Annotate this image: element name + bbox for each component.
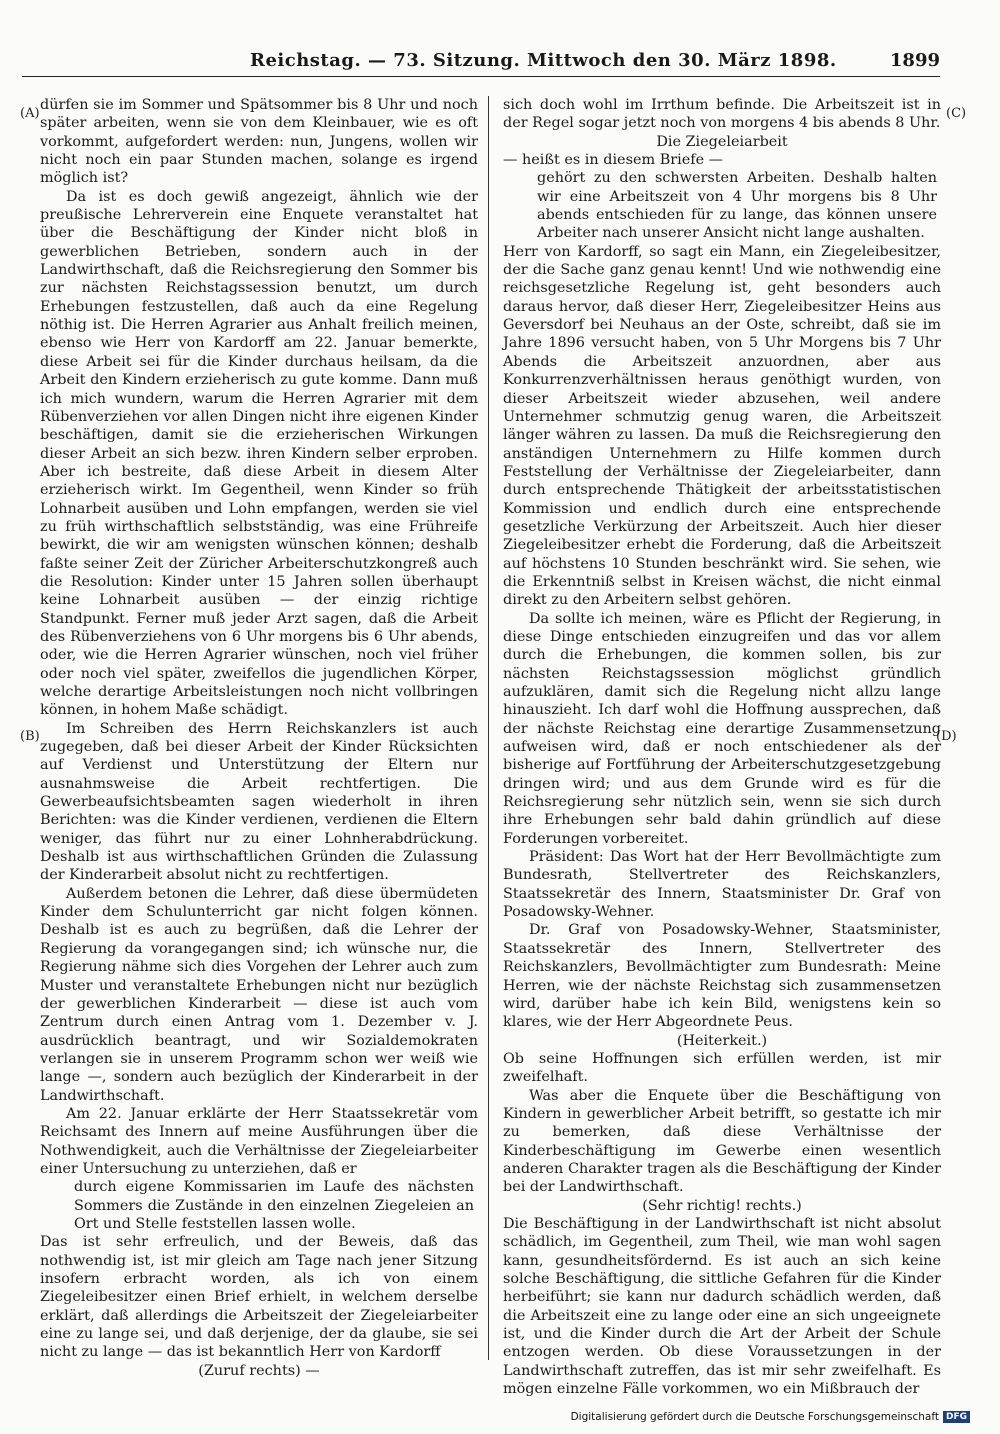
quotation-heading: Die Ziegeleiarbeit <box>656 133 788 150</box>
quotation: gehört zu den schwersten Arbeiten. Deshalb halten wir eine Arbeitszeit von 4 Uhr morgens bis 8 Uhr abends entschieden für zu lange, das können unsere Arbeiter nach unserer Ansicht nicht lange aushalten. <box>537 170 937 242</box>
margin-label-a: (A) <box>20 106 40 121</box>
margin-label-c: (C) <box>946 106 967 121</box>
speaker-paragraph: Präsident: Das Wort hat der Herr Bevollmächtigte zum Bundesrath, Stellvertreter des Reichskanzlers, Staatssekretär des Innern, Staatsminister Dr. Graf von Posadowsky-Wehner. <box>503 849 941 921</box>
left-column <box>40 96 478 1380</box>
speaker-paragraph: Dr. Graf von Posadowsky-Wehner, Staatsminister, Staatssekretär des Innern, Stellvertreter des Reichskanzlers, Bevollmächtigter zum Bundesrath: Meine Herren, wie der nächste Reichstag sich zusammensetzen wird, darüber habe ich kein Bild, wenigstens kein so klares, wie der Herr Abgeordnete Peus. <box>503 922 941 1031</box>
dfg-logo: DFG <box>943 1411 970 1423</box>
paragraph: Da sollte ich meinen, wäre es Pflicht der Regierung, in diese Dinge entschieden einzugreifen und das vor allem durch die Erhebungen, die kommen sollen, bis zur nächsten Reichstagssession möglichst gründlich aufzuklären, damit sich die Regelung nicht allzu lange hinauszieht. Ich darf wohl die Hoffnung aussprechen, daß der nächste Reichstag eine derartige Zusammensetzung aufweisen wird, daß er noch entschiedener als der bisherige auf Fortführung der Arbeiterschutzgesetzgebung dringen wird; und aus dem Grunde wird es für die Reichsregierung sehr nützlich sein, wenn sie sich durch ihre Erhebungen sehr bald dahin gründlich auf diese Forderungen vorbereitet. <box>503 610 941 847</box>
running-title: Reichstag. — 73. Sitzung. Mittwoch den 30. März 1898. <box>250 50 837 71</box>
interjection: (Heiterkeit.) <box>676 1032 768 1049</box>
right-column <box>503 96 941 1398</box>
footer <box>571 1411 970 1423</box>
paragraph: Herr von Kardorff, so sagt ein Mann, ein Ziegeleibesitzer, der die Sache ganz genau kennt! Und wie nothwendig eine reichsgesetzliche Regelung ist, geht besonders auch daraus hervor, daß dieser Herr, Ziegeleibesitzer Heins aus Geversdorf bei Neuhaus an der Oste, schreibt, daß sie im Jahre 1896 versucht haben, von 5 Uhr Morgens bis 7 Uhr Abends die Arbeitszeit anzuordnen, aber aus Konkurrenzverhältnissen heraus genöthigt wurden, von dieser Arbeitszeit wieder abzusehen, weil andere Unternehmer schmutzig genug waren, die Arbeitszeit länger währen zu lassen. Da muß die Reichsregierung den anständigen Unternehmern zu Hilfe kommen durch Feststellung der Verhältnisse der Ziegeleiarbeiter, dann durch entsprechende Thätigkeit der arbeitsstatistischen Kommission und endlich durch eine entsprechende gesetzliche Verkürzung der Arbeitszeit. Auch hier dieser Ziegeleibesitzer erhebt die Forderung, daß die Arbeitszeit auf höchstens 10 Stunden beschränkt wird. Sie sehen, wie die Erkenntniß selbst in Kreisen wächst, die nicht einmal direkt zu den Arbeitern selbst gehören. <box>503 243 941 609</box>
page-header <box>22 50 940 77</box>
paragraph: Am 22. Januar erklärte der Herr Staatssekretär vom Reichsamt des Innern auf meine Ausführungen über die Nothwendigkeit, auch die Verhältnisse der Ziegeleiarbeiter einer Untersuchung zu unterziehen, daß er <box>40 1105 478 1177</box>
paragraph: Die Beschäftigung in der Landwirthschaft ist nicht absolut schädlich, im Gegentheil, zum Theil, wie man wohl sagen kann, gesundheitsfördernd. Es ist auch an sich keine solche Beschäftigung, die sittliche Gefahren für die Kinder herbeiführt; sie kann nur dadurch schädlich werden, daß die Arbeitszeit eine zu lange oder eine an sich ungeeignete ist, und die Kinder durch die Art der Arbeit der Schule entzogen werden. Ob diese Voraussetzungen in der Landwirthschaft zutreffen, das ist mir sehr zweifelhaft. Es mögen einzelne Fälle vorkommen, wo ein Mißbrauch der <box>503 1215 941 1398</box>
quotation: durch eigene Kommissarien im Laufe des nächsten Sommers die Zustände in den einzelnen Ziegeleien an Ort und Stelle feststellen lassen wolle. <box>74 1179 474 1232</box>
paragraph: Im Schreiben des Herrn Reichskanzlers ist auch zugegeben, daß bei dieser Arbeit der Kinder Rücksichten auf Verdienst und Unterstützung der Eltern nur ausnahmsweise die Arbeit rechtfertigen. Die Gewerbeaufsichtsbeamten sagen wiederholt in ihren Berichten: was die Kinder verdienen, verdienen die Eltern weniger, das führt nur zu einer Lohnherabdrückung. Deshalb ist aus wirthschaftlichen Gründen die Zulassung der Kinderarbeit absolut nicht zu rechtfertigen. <box>40 720 478 884</box>
paragraph: Da ist es doch gewiß angezeigt, ähnlich wie der preußische Lehrerverein eine Enquete veranstaltet hat über die Beschäftigung der Kinder nicht bloß in gewerblichen Betrieben, sondern auch in der Landwirthschaft, daß die Reichsregierung den Sommer bis zur nächsten Reichstagssession benutzt, um durch Erhebungen festzustellen, daß auch da eine Regelung nöthig ist. Die Herren Agrarier aus Anhalt freilich meinen, ebenso wie Herr von Kardorff am 22. Januar bemerkte, diese Arbeit sei für die Kinder durchaus heilsam, da die Arbeit den Kindern erzieherisch zu gute komme. Dann muß ich mich wundern, warum die Herren Agrarier mit dem Rübenverziehen vor allen Dingen nicht ihre eigenen Kinder beschäftigen, damit sie die erzieherischen Wirkungen dieser Arbeit an sich bezw. ihren Kindern selber erproben. Aber ich bestreite, daß diese Arbeit in diesem Alter erzieherisch wirkt. Im Gegentheil, wenn Kinder so früh Lohnarbeit ausüben und Lohn empfangen, werden sie viel zu früh wirthschaftlich selbstständig, was eine Frühreife bewirkt, die wir am wenigsten wünschen können; deshalb faßte seiner Zeit der Züricher Arbeiterschutzkongreß auch die Resolution: Kinder unter 15 Jahren sollen überhaupt keine Lohnarbeit ausüben — der einzig richtige Standpunkt. Ferner muß jeder Arzt sagen, daß die Arbeit des Rübenverziehens von 6 Uhr morgens bis 6 Uhr abends, oder, wie die Herren Agrarier wünschen, noch viel früher oder noch viel später, zweifellos die jugendlichen Körper, welche derartige Arbeitsleistungen noch nicht vollbringen können, in hohem Maße schädigt. <box>40 188 478 719</box>
paragraph: sich doch wohl im Irrthum befinde. Die Arbeitszeit ist in der Regel sogar jetzt noch von morgens 4 bis abends 8 Uhr. <box>503 97 941 132</box>
footer-credit: Digitalisierung gefördert durch die Deutsche Forschungsgemeinschaft <box>570 1411 939 1423</box>
paragraph: dürfen sie im Sommer und Spätsommer bis 8 Uhr und noch später arbeiten, wenn sie von dem Kleinbauer, wie es oft vorkommt, aufgefordert werden: nun, Jungens, wollen wir nicht noch ein paar Stunden machen, solange es irgend möglich ist? <box>40 97 478 187</box>
paragraph: Das ist sehr erfreulich, und der Beweis, daß das nothwendig ist, ist mir gleich am Tage nach jener Sitzung insofern erbracht worden, als ich von einem Ziegeleibesitzer einen Brief erhielt, in welchem derselbe erklärt, daß allerdings die Arbeitszeit der Ziegeleiarbeiter eine zu lange sei, und daß derjenige, der da glaube, sie sei nicht zu lange — das ist bekanntlich Herr von Kardorff <box>40 1234 478 1361</box>
interjection: (Sehr richtig! rechts.) <box>642 1197 802 1214</box>
paragraph: Was aber die Enquete über die Beschäftigung von Kindern in gewerblicher Arbeit betrifft, so gestatte ich mir zu bemerken, daß diese Verhältnisse der Kinderbeschäftigung im Gewerbe einen wesentlich anderen Charakter tragen als die Beschäftigung der Kinder bei der Landwirthschaft. <box>503 1087 941 1196</box>
interjection: (Zuruf rechts) — <box>198 1362 320 1379</box>
column-divider <box>488 96 489 1360</box>
paragraph: Außerdem betonen die Lehrer, daß diese übermüdeten Kinder dem Schulunterricht gar nicht folgen können. Deshalb ist es auch zu begrüßen, daß die Lehrer der Regierung da vorangegangen sind; ich wünsche nur, die Regierung nähme sich dies Vorgehen der Lehrer auch zum Muster und veranstaltete Erhebungen nicht nur bezüglich der gewerblichen Kinderarbeit — diese ist auch vom Zentrum durch einen Antrag vom 1. Dezember v. J. ausdrücklich beantragt, und wir Sozialdemokraten verlangen sie in unserem Programm schon wer weiß wie lange —, sondern auch bezüglich der Kinderarbeit in der Landwirthschaft. <box>40 885 478 1104</box>
margin-label-d: (D) <box>936 729 957 744</box>
paragraph: Ob seine Hoffnungen sich erfüllen werden, ist mir zweifelhaft. <box>503 1050 941 1086</box>
margin-label-b: (B) <box>20 729 40 744</box>
quotation-aside: — heißt es in diesem Briefe — <box>503 152 724 169</box>
page-number: 1899 <box>889 50 940 71</box>
